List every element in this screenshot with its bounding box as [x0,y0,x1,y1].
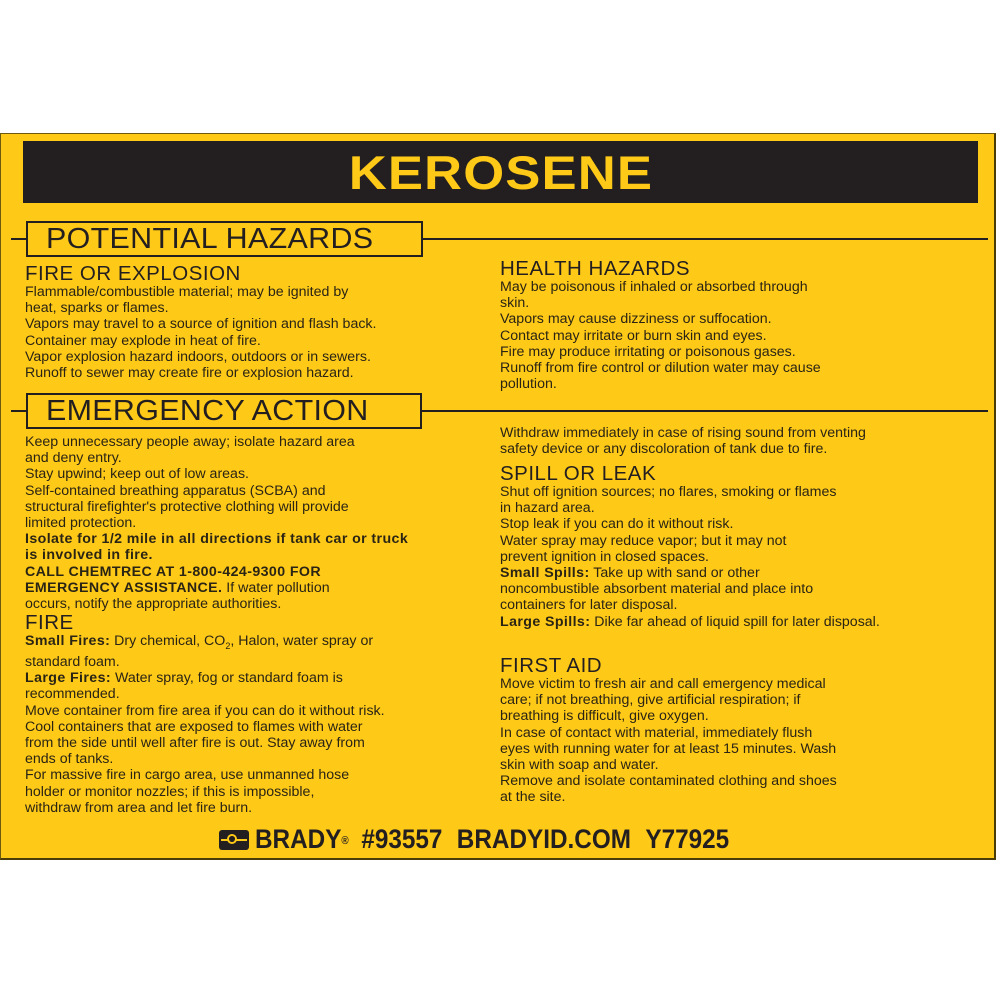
chemtrec-phone: CALL CHEMTREC AT 1-800-424-9300 FOR [25,563,321,580]
fire-continued-block [500,425,980,457]
text-fragment: Dry chemical, CO [110,633,226,649]
text-line: recommended. [25,686,120,703]
health-hazards-block [500,258,970,392]
isolate-warning: Isolate for 1/2 mile in all directions if tank car or truck [25,531,409,548]
text-line: heat, sparks or flames. [25,300,169,317]
text-line: Runoff from fire control or dilution water may cause [500,360,821,377]
text-fragment: Take up with sand or other [589,565,760,582]
text-line: For massive fire in cargo area, use unmanned hose [25,767,350,784]
part-number: #93557 [361,824,443,854]
text-line: Stop leak if you can do it without risk. [500,516,734,533]
heading-rule-left [11,410,27,412]
text-line: withdraw from area and let fire burn. [25,799,253,816]
text-line: standard foam. [25,654,120,671]
footer [219,824,782,855]
small-spills-label: Small Spills: [500,565,590,582]
heading-rule-left [11,238,27,240]
text-line: skin with soap and water. [500,757,659,774]
text-line: Move container from fire area if you can do it without risk. [25,702,385,719]
website: BRADYID.COM [456,824,631,854]
first-aid-heading: FIRST AID [500,654,603,677]
fire-block [25,612,491,816]
text-line: Container may explode in heat of fire. [25,332,261,349]
text-line: breathing is difficult, give oxygen. [500,708,709,725]
text-fragment: If water pollution [222,579,330,596]
text-line: Flammable/combustible material; may be ignited by [25,284,349,300]
emergency-action-heading-box [26,393,422,429]
text-line: Vapors may cause dizziness or suffocation. [500,311,772,328]
text-line: safety device or any discoloration of tank due to fire. [500,441,828,458]
text-line: Withdraw immediately in case of rising sound from venting [500,425,866,441]
text-line: eyes with running water for at least 15 minutes. Wash [500,740,837,757]
text-line: occurs, notify the appropriate authorities. [25,596,282,613]
footer-text [255,824,729,855]
text-line: Move victim to fresh air and call emergency medical [500,676,826,692]
small-fires-label: Small Fires: [25,633,111,649]
text-line: In case of contact with material, immediately flush [500,724,813,741]
text-line: pollution. [500,376,557,393]
emergency-action-heading: EMERGENCY ACTION [46,394,369,427]
text-line: Runoff to sewer may create fire or explosion hazard. [25,365,354,382]
text-line: Fire may produce irritating or poisonous gases. [500,343,796,360]
spill-or-leak-block [500,463,980,630]
text-line: from the side until well after fire is out. Stay away from [25,735,365,752]
spill-or-leak-heading: SPILL OR LEAK [500,462,657,485]
subscript: 2 [225,640,231,651]
isolate-warning: is involved in fire. [25,547,153,564]
text-line: Self-contained breathing apparatus (SCBA) and [25,482,326,499]
text-line: structural firefighter's protective clothing will provide [25,498,349,515]
title-band [23,141,978,203]
label-title: KEROSENE [348,145,653,199]
registered-mark: ® [341,834,349,847]
first-aid-block [500,655,980,806]
text-line: at the site. [500,789,566,806]
text-line: Cool containers that are exposed to flames with water [25,718,363,735]
heading-rule-right [421,410,988,412]
text-line: and deny entry. [25,450,122,467]
text-line: prevent ignition in closed spaces. [500,548,709,565]
emergency-general-block [25,434,487,612]
text-line: Water spray may reduce vapor; but it may not [500,532,787,549]
text-line: Stay upwind; keep out of low areas. [25,466,249,483]
text-line: limited protection. [25,515,137,532]
text-fragment: Dike far ahead of liquid spill for later disposal. [590,613,880,630]
brady-logo-icon [219,830,249,850]
text-line: ends of tanks. [25,751,114,768]
text-line: noncombustible absorbent material and place into [500,581,814,598]
heading-rule-right [422,238,988,240]
large-spills-label: Large Spills: [500,613,591,630]
text-line: skin. [500,295,530,312]
text-line: May be poisonous if inhaled or absorbed through [500,279,808,295]
text-line: care; if not breathing, give artificial respiration; if [500,692,801,709]
fire-or-explosion-heading: FIRE OR EXPLOSION [25,262,241,285]
text-line: Vapor explosion hazard indoors, outdoors or in sewers. [25,348,371,365]
health-hazards-heading: HEALTH HAZARDS [500,257,691,280]
kerosene-safety-label [0,133,996,860]
potential-hazards-heading-box [26,221,423,257]
brand-name: BRADY [255,824,342,854]
fire-or-explosion-block [25,263,485,381]
text-fragment: Water spray, fog or standard foam is [111,670,343,687]
text-line: Keep unnecessary people away; isolate hazard area [25,434,355,450]
text-fragment: , Halon, water spray or [230,633,374,649]
large-fires-label: Large Fires: [25,670,112,687]
text-line: holder or monitor nozzles; if this is impossible, [25,783,315,800]
product-code: Y77925 [645,824,730,854]
text-line: Contact may irritate or burn skin and eyes. [500,327,767,344]
text-line: Remove and isolate contaminated clothing and shoes [500,773,837,790]
fire-heading: FIRE [25,611,74,634]
text-line: containers for later disposal. [500,597,678,614]
text-line: Vapors may travel to a source of ignition and flash back. [25,316,377,333]
chemtrec-assistance: EMERGENCY ASSISTANCE. [25,579,223,596]
text-line: in hazard area. [500,500,595,517]
text-line: Shut off ignition sources; no flares, smoking or flames [500,484,837,500]
potential-hazards-heading: POTENTIAL HAZARDS [46,222,374,255]
